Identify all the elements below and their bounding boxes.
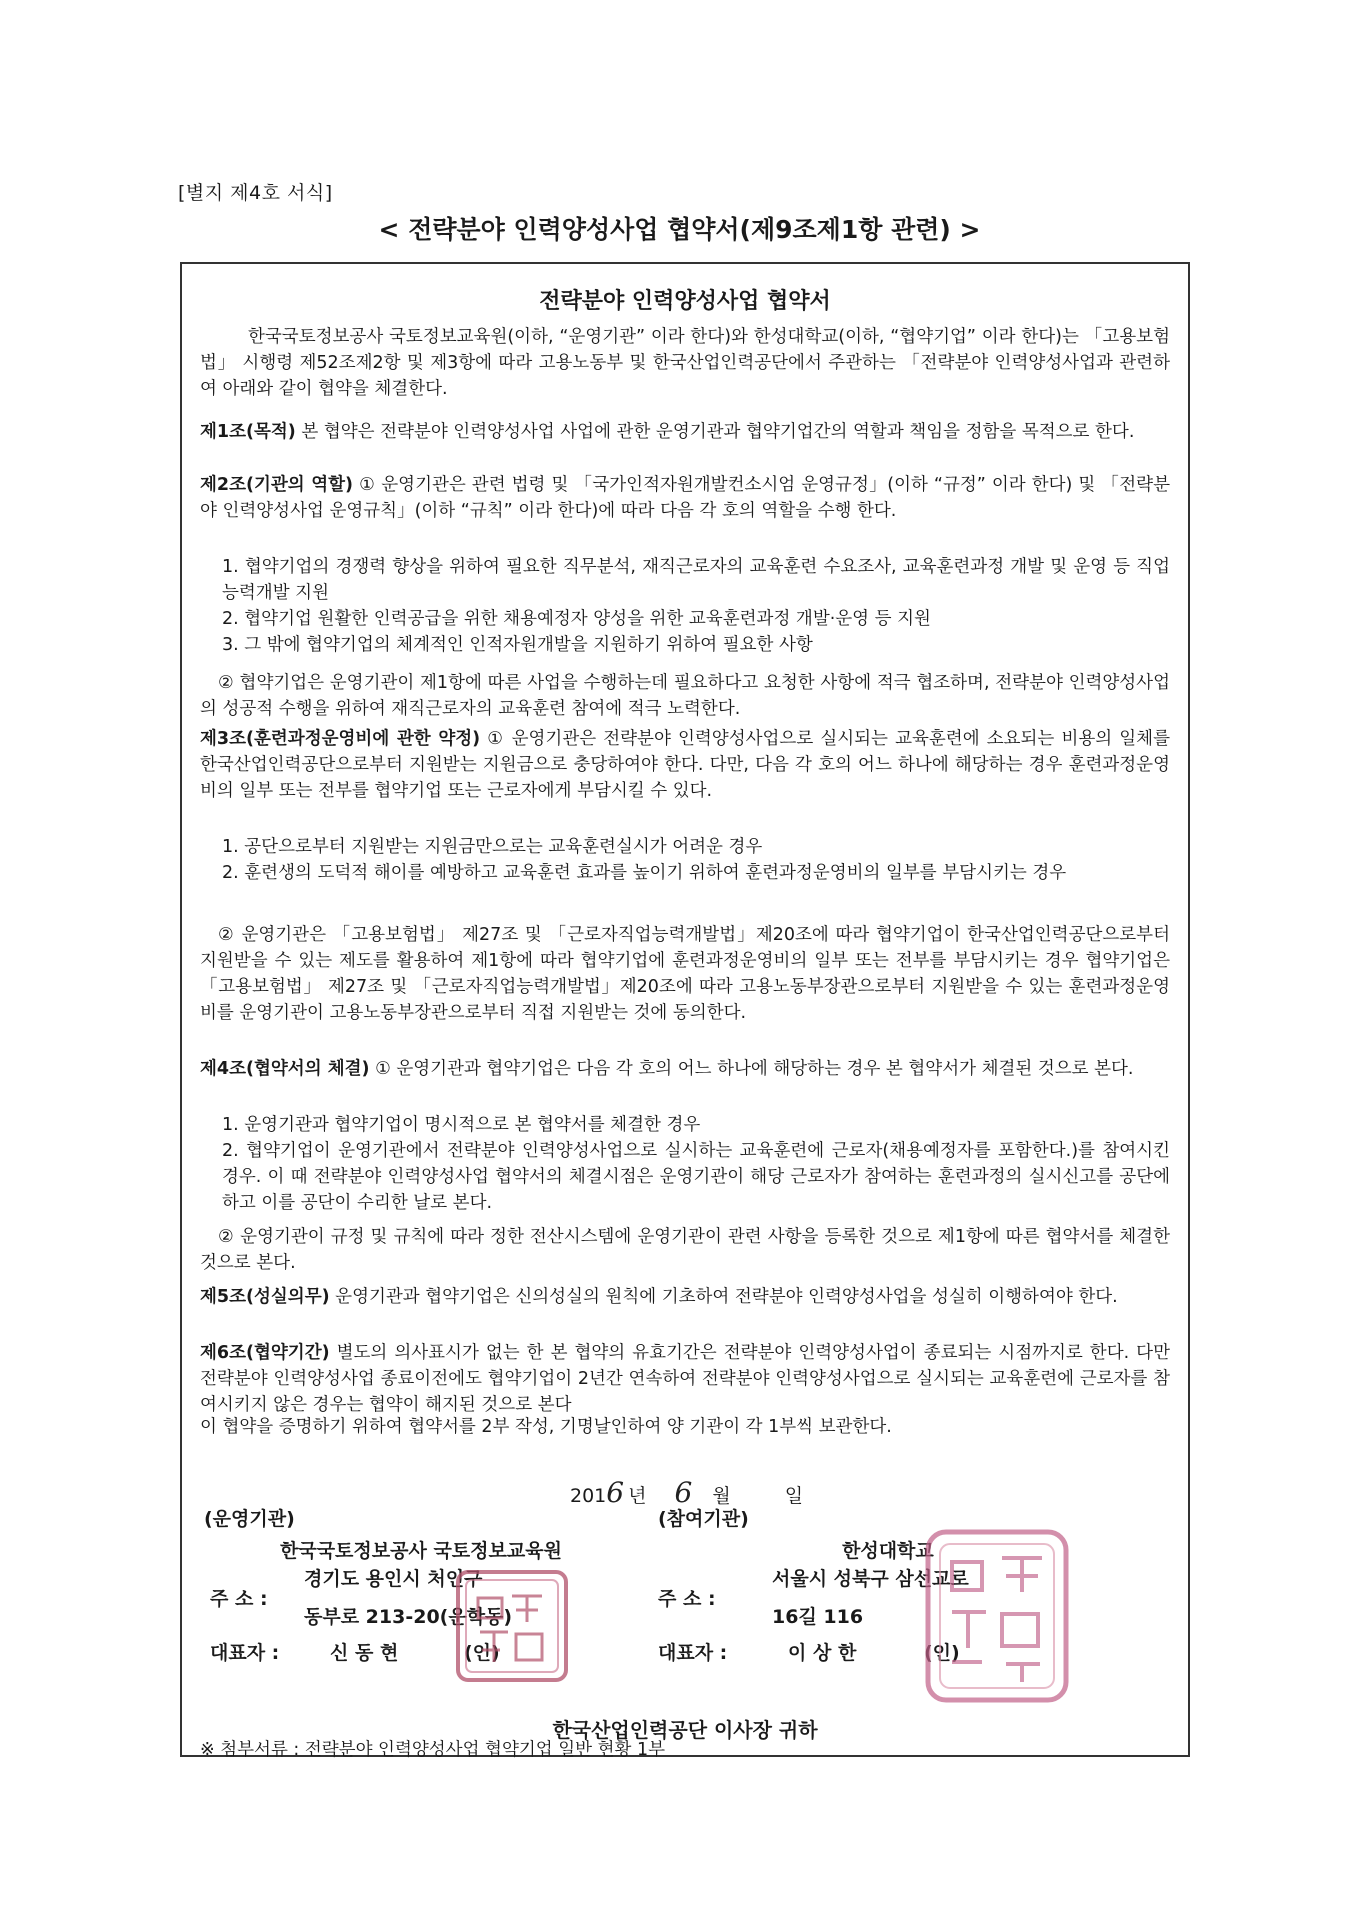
operator-rep-label: 대표자 : xyxy=(210,1642,280,1664)
participant-address-line2: 16길 116 xyxy=(772,1606,864,1628)
addressee: 한국산업인력공단 이사장 귀하 xyxy=(552,1718,818,1742)
article-head: 제5조(성실의무) xyxy=(200,1287,330,1307)
article-2 xyxy=(200,472,1170,524)
article-head: 제4조(협약서의 체결) xyxy=(200,1059,370,1079)
participant-seal-mark: (인) xyxy=(924,1642,960,1664)
article-4 xyxy=(200,1056,1170,1082)
article-text: 별도의 의사표시가 없는 한 본 협약의 유효기간은 전략분야 인력양성사업이 종료되는 시점까지로 한다. 다만 전략분야 인력양성사업 종료이전에도 협약기업이 2년간 연속하여 전략분야 인력양성사업으로 실시되는 교육훈련에 근로자를 참여시키지 않은 경우는 협약이 해지된 것으로 본다 xyxy=(200,1343,1170,1415)
participant-rep-name: 이 상 한 xyxy=(788,1642,857,1664)
article-text: ① 운영기관과 협약기업은 다음 각 호의 어느 하나에 해당하는 경우 본 협약서가 체결된 것으로 본다. xyxy=(369,1059,1134,1079)
article-4-item-1: 1. 운영기관과 협약기업이 명시적으로 본 협약서를 체결한 경우 xyxy=(222,1115,701,1135)
article-text: ① 운영기관은 관련 법령 및 「국가인적자원개발컨소시엄 운영규정」(이하 “규정” 이라 한다) 및 「전략분야 인력양성사업 운영규칙」(이하 “규칙” 이라 한다)에 따라 다음 각 호의 역할을 수행 한다. xyxy=(200,475,1170,521)
date-year-unit: 년 xyxy=(628,1485,647,1507)
date-month-unit: 월 xyxy=(712,1485,731,1507)
agreement-box xyxy=(180,262,1190,1760)
date-year-prefix: 201 xyxy=(570,1485,607,1507)
closing-statement: 이 협약을 증명하기 위하여 협약서를 2부 작성, 기명날인하여 양 기관이 각 1부씩 보관한다. xyxy=(200,1417,892,1437)
operator-address-line1: 경기도 용인시 처인구 xyxy=(304,1568,483,1590)
article-5 xyxy=(200,1284,1170,1310)
operator-name: 한국국토정보공사 국토정보교육원 xyxy=(280,1540,562,1562)
operator-address-line2: 동부로 213-20(운학동) xyxy=(304,1606,513,1628)
inner-title: 전략분야 인력양성사업 협약서 xyxy=(539,289,831,314)
operator-seal-mark: (인) xyxy=(464,1642,500,1664)
article-2-item-3: 3. 그 밖에 협약기업의 체계적인 인적자원개발을 지원하기 위하여 필요한 사항 xyxy=(222,635,813,655)
date-month-handwritten: 6 xyxy=(674,1476,693,1509)
participant-name: 한성대학교 xyxy=(842,1540,934,1562)
article-text: ① 운영기관은 전략분야 인력양성사업으로 실시되는 교육훈련에 소요되는 비용의 일체를 한국산업인력공단으로부터 지원받는 지원금으로 충당하여야 한다. 다만, 다음 각 호의 어느 하나에 해당하는 경우 훈련과정운영비의 일부 또는 전부를 협약기업 또는 근로자에게 부담시킬 수 있다. xyxy=(200,729,1170,801)
participant-address-label: 주 소 : xyxy=(658,1588,716,1610)
article-text: 본 협약은 전략분야 인력양성사업 사업에 관한 운영기관과 협약기업간의 역할과 책임을 정함을 목적으로 한다. xyxy=(295,422,1135,442)
participant-rep-label: 대표자 : xyxy=(658,1642,728,1664)
outer-title: < 전략분야 인력양성사업 협약서(제9조제1항 관련) > xyxy=(378,215,981,244)
article-4-item-2: 2. 협약기업이 운영기관에서 전략분야 인력양성사업으로 실시하는 교육훈련에 근로자(채용예정자를 포함한다.)를 참여시킨 경우. 이 때 전략분야 인력양성사업 협약서의 체결시점은 운영기관이 해당 근로자가 참여하는 훈련과정의 실시신고를 공단에 하고 이를 공단이 수리한 날로 본다. xyxy=(222,1141,1170,1213)
article-2-sub: ② 협약기업은 운영기관이 제1항에 따른 사업을 수행하는데 필요하다고 요청한 사항에 적극 협조하며, 전략분야 인력양성사업의 성공적 수행을 위하여 재직근로자의 교육훈련 참여에 적극 노력한다. xyxy=(200,673,1170,719)
date-day-unit: 일 xyxy=(784,1485,804,1507)
form-label: [별지 제4호 서식] xyxy=(178,182,333,204)
article-6 xyxy=(200,1340,1170,1418)
article-head: 제1조(목적) xyxy=(200,422,296,442)
article-head: 제2조(기관의 역할) xyxy=(200,475,354,495)
article-text: 운영기관과 협약기업은 신의성실의 원칙에 기초하여 전략분야 인력양성사업을 성실히 이행하여야 한다. xyxy=(329,1287,1118,1307)
article-3 xyxy=(200,726,1170,804)
participant-seal-stamp xyxy=(922,1526,1072,1706)
article-1 xyxy=(200,419,1170,445)
operator-label: (운영기관) xyxy=(204,1508,295,1530)
date-year-handwritten: 6 xyxy=(606,1476,625,1509)
participant-label: (참여기관) xyxy=(658,1508,749,1530)
article-3-item-2: 2. 훈련생의 도덕적 해이를 예방하고 교육훈련 효과를 높이기 위하여 훈련과정운영비의 일부를 부담시키는 경우 xyxy=(222,863,1067,883)
article-head: 제3조(훈련과정운영비에 관한 약정) xyxy=(200,729,481,749)
article-3-sub: ② 운영기관은 「고용보험법」 제27조 및 「근로자직업능력개발법」제20조에 따라 협약기업이 한국산업인력공단으로부터 지원받을 수 있는 제도를 활용하여 제1항에 따라 협약기업에 훈련과정운영비의 일부 또는 전부를 부담시키는 경우 협약기업은 「고용보험법」 제27조 및 「근로자직업능력개발법」제20조에 따라 고용노동부장관으로부터 지원받을 수 있는 훈련과정운영비를 운영기관이 고용노동부장관으로부터 직접 지원받는 것에 동의한다. xyxy=(200,925,1170,1023)
operator-address-label: 주 소 : xyxy=(210,1588,268,1610)
operator-rep-name: 신 동 현 xyxy=(330,1642,399,1664)
article-2-item-1: 1. 협약기업의 경쟁력 향상을 위하여 필요한 직무분석, 재직근로자의 교육훈련 수요조사, 교육훈련과정 개발 및 운영 등 직업능력개발 지원 xyxy=(222,557,1170,603)
article-3-item-1: 1. 공단으로부터 지원받는 지원금만으로는 교육훈련실시가 어려운 경우 xyxy=(222,837,763,857)
article-head: 제6조(협약기간) xyxy=(200,1343,330,1363)
operator-seal-stamp xyxy=(452,1566,572,1686)
article-2-item-2: 2. 협약기업 원활한 인력공급을 위한 채용예정자 양성을 위한 교육훈련과정 개발·운영 등 지원 xyxy=(222,609,931,629)
article-4-sub: ② 운영기관이 규정 및 규칙에 따라 정한 전산시스템에 운영기관이 관련 사항을 등록한 것으로 제1항에 따른 협약서를 체결한 것으로 본다. xyxy=(200,1227,1170,1273)
participant-address-line1: 서울시 성북구 삼선교로 xyxy=(772,1568,969,1590)
attachment-note: ※ 첨부서류 : 전략분야 인력양성사업 협약기업 일반 현황 1부 xyxy=(200,1740,666,1760)
preamble: 한국국토정보공사 국토정보교육원(이하, “운영기관” 이라 한다)와 한성대학교(이하, “협약기업” 이라 한다)는 「고용보험법」 시행령 제52조제2항 및 제3항에 따라 고용노동부 및 한국산업인력공단에서 주관하는 「전략분야 인력양성사업과 관련하여 아래와 같이 협약을 체결한다. xyxy=(200,327,1170,399)
